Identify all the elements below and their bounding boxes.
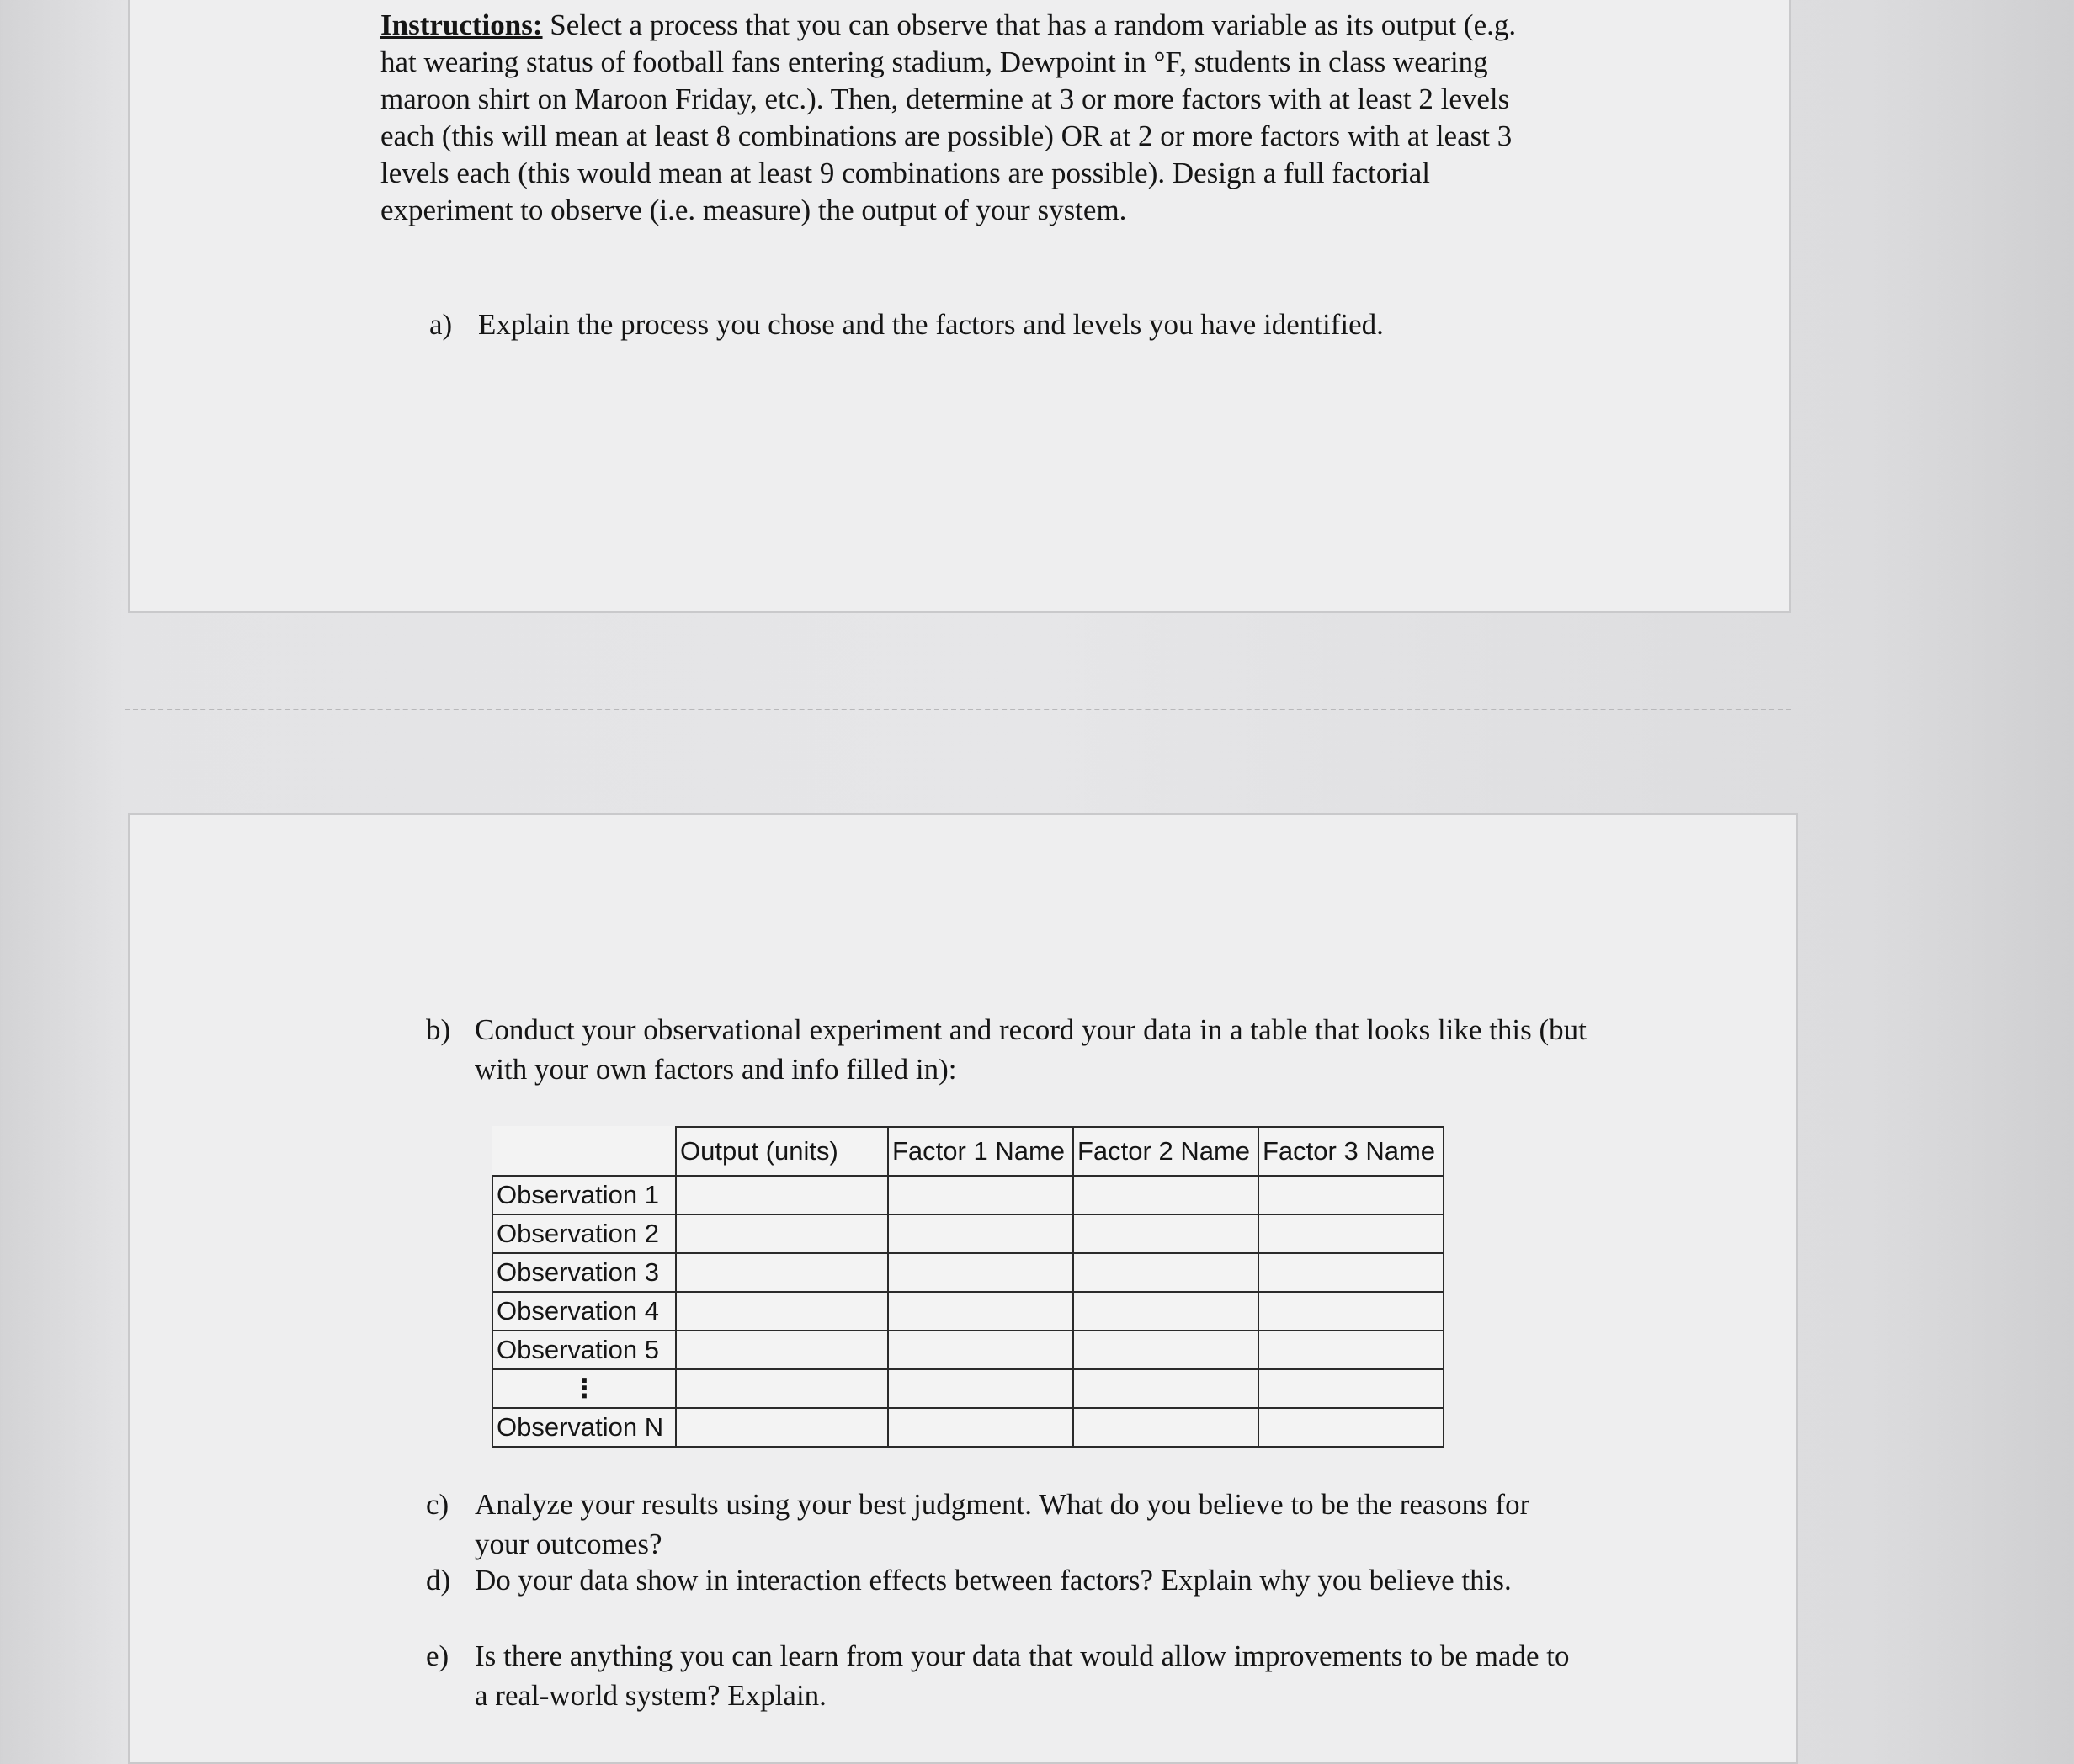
table-row xyxy=(492,1214,1444,1253)
question-d-text: Do your data show in interaction effects between factors? Explain why you believe this. xyxy=(475,1564,1512,1597)
table-cell xyxy=(1258,1214,1444,1253)
table-cell xyxy=(888,1214,1073,1253)
table-cell xyxy=(1258,1292,1444,1331)
row-ellipsis: ⋮ xyxy=(492,1369,676,1408)
table-row xyxy=(492,1176,1444,1214)
table-row xyxy=(492,1408,1444,1447)
question-b-letter: b) xyxy=(426,1013,451,1046)
question-a-letter: a) xyxy=(429,308,453,341)
table-cell xyxy=(1073,1369,1258,1408)
table-cell xyxy=(1073,1253,1258,1292)
table-row xyxy=(492,1369,1444,1408)
question-b xyxy=(426,1010,1587,1089)
table-cell xyxy=(676,1176,888,1214)
table-cell xyxy=(676,1408,888,1447)
instructions-paragraph xyxy=(380,7,1559,229)
question-c-letter: c) xyxy=(426,1488,449,1521)
row-label: Observation 4 xyxy=(492,1292,676,1331)
table-row xyxy=(492,1253,1444,1292)
table-cell xyxy=(1073,1214,1258,1253)
question-e xyxy=(426,1636,1587,1715)
instructions-body: Select a process that you can observe that has a random variable as its output (e.g. hat wearing status of football fans entering stadium, Dewpoint in °F, students in class wearing maroon shirt on Maroon Friday, etc.). Then, determine at 3 or more factors with at least 2 levels each (this will mean at least 8 combinations are possible) OR at 2 or more factors with at least 3 levels each (this would mean at least 9 combinations are possible). Design a full factorial experiment to observe (i.e. measure) the output of your system. xyxy=(380,8,1517,226)
row-label: Observation 1 xyxy=(492,1176,676,1214)
table-cell xyxy=(888,1369,1073,1408)
question-b-text: Conduct your observational experiment and record your data in a table that looks like this (but with your own factors and info filled in): xyxy=(475,1013,1587,1086)
header-factor-1: Factor 1 Name xyxy=(888,1127,1073,1176)
instructions-label: Instructions: xyxy=(380,8,543,41)
question-d-letter: d) xyxy=(426,1564,451,1597)
header-factor-2: Factor 2 Name xyxy=(1073,1127,1258,1176)
table-cell xyxy=(676,1292,888,1331)
table-cell xyxy=(1073,1408,1258,1447)
row-label: Observation 2 xyxy=(492,1214,676,1253)
table-cell xyxy=(1258,1369,1444,1408)
table-cell xyxy=(888,1408,1073,1447)
header-output: Output (units) xyxy=(676,1127,888,1176)
question-e-text: Is there anything you can learn from your data that would allow improvements to be made to a real-world system? Explain. xyxy=(475,1639,1570,1712)
table-cell xyxy=(1073,1331,1258,1369)
table-cell xyxy=(888,1331,1073,1369)
table-row xyxy=(492,1292,1444,1331)
table-cell xyxy=(888,1292,1073,1331)
table-cell xyxy=(888,1176,1073,1214)
row-label: Observation 5 xyxy=(492,1331,676,1369)
table-cell xyxy=(1258,1176,1444,1214)
table-cell xyxy=(676,1253,888,1292)
header-factor-3: Factor 3 Name xyxy=(1258,1127,1444,1176)
table-cell xyxy=(676,1331,888,1369)
row-label: Observation 3 xyxy=(492,1253,676,1292)
table-row xyxy=(492,1331,1444,1369)
table-cell xyxy=(676,1214,888,1253)
row-label: Observation N xyxy=(492,1408,676,1447)
table-cell xyxy=(1258,1253,1444,1292)
question-c-text: Analyze your results using your best judgment. What do you believe to be the reasons for your outcomes? xyxy=(475,1488,1530,1560)
table-header-row xyxy=(492,1127,1444,1176)
question-a-text: Explain the process you chose and the factors and levels you have identified. xyxy=(478,308,1384,341)
table-cell xyxy=(676,1369,888,1408)
question-e-letter: e) xyxy=(426,1639,449,1672)
observation-table xyxy=(492,1126,1444,1448)
question-c xyxy=(426,1485,1587,1564)
table-corner xyxy=(492,1127,676,1176)
question-a xyxy=(429,305,1574,344)
section-divider xyxy=(125,709,1791,710)
table-cell xyxy=(1258,1408,1444,1447)
table-cell xyxy=(888,1253,1073,1292)
table-cell xyxy=(1073,1176,1258,1214)
table-cell xyxy=(1258,1331,1444,1369)
question-d xyxy=(426,1560,1587,1600)
table-cell xyxy=(1073,1292,1258,1331)
